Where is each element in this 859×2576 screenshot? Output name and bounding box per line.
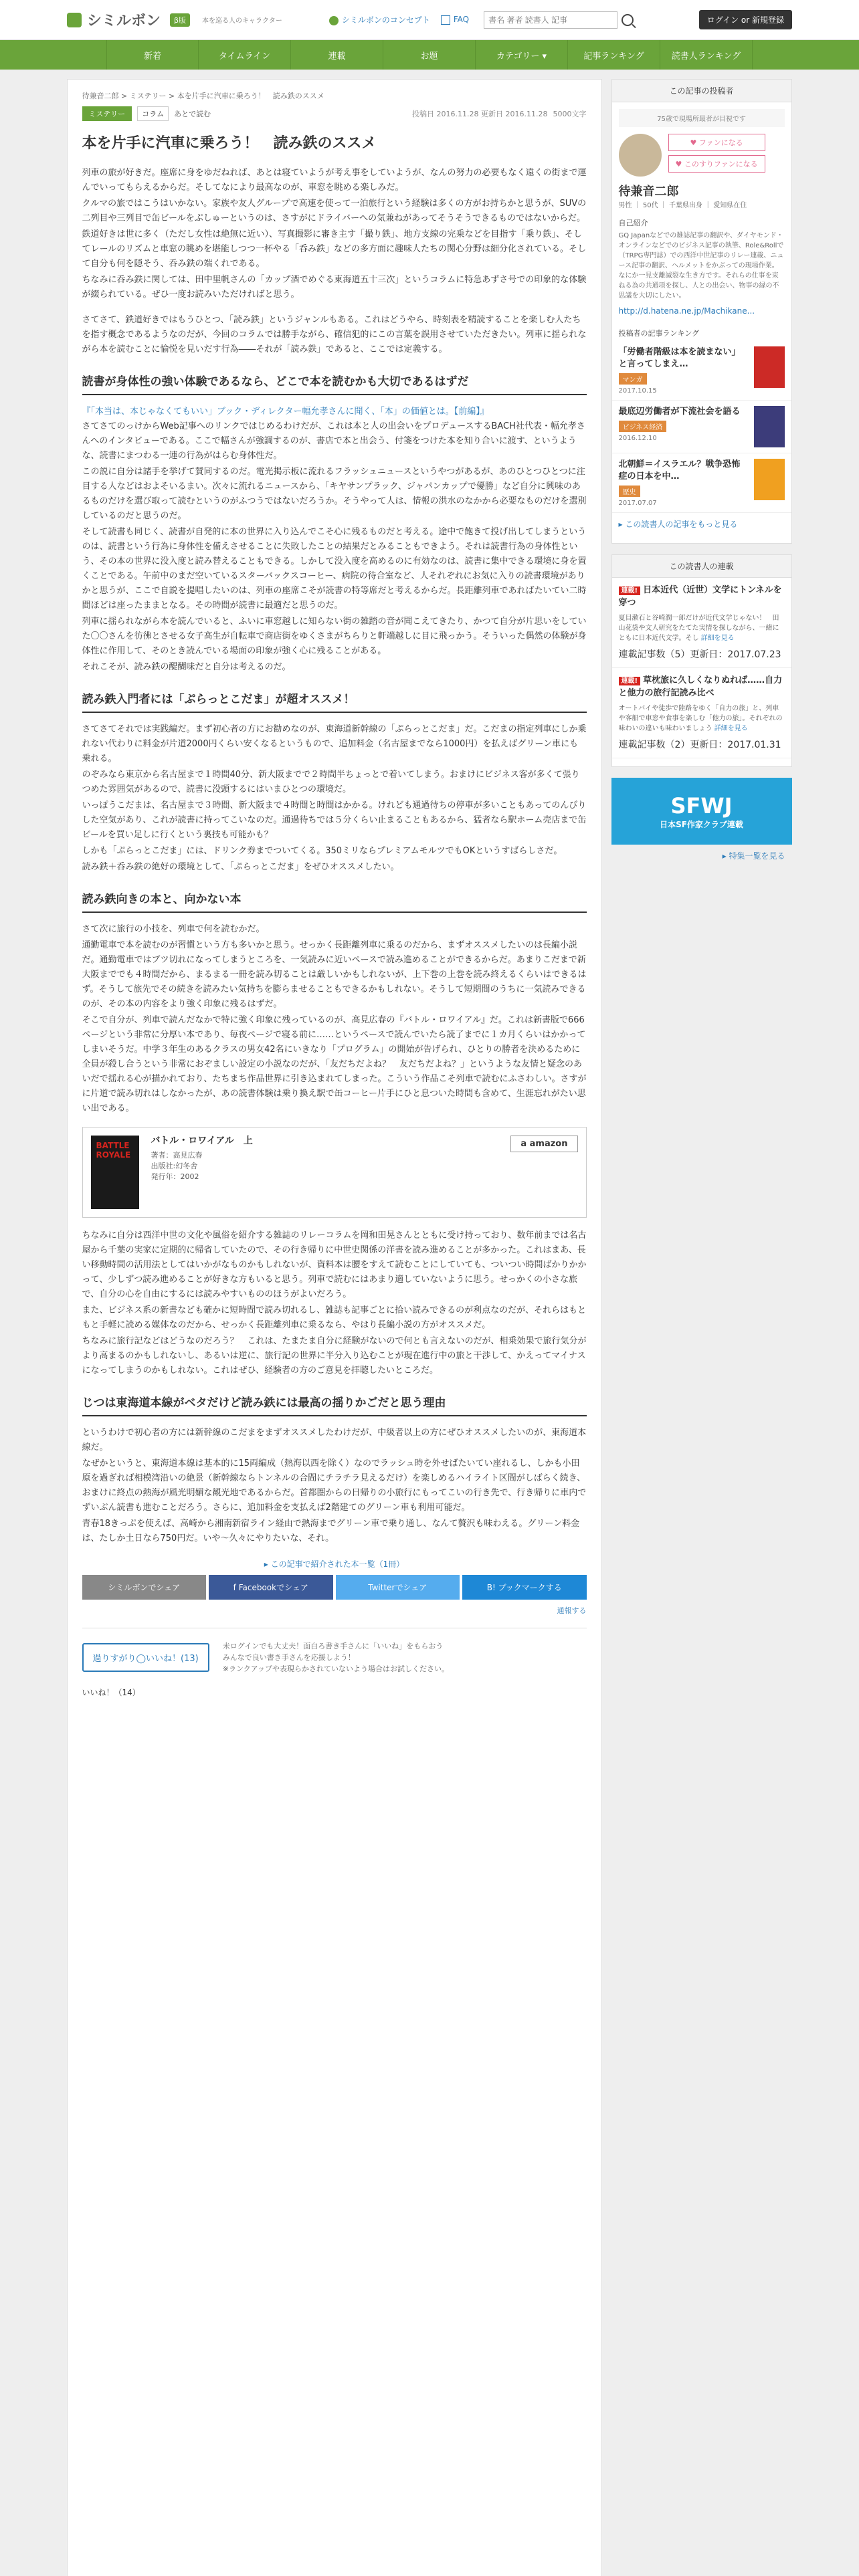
poster-box [611, 79, 792, 544]
book-card[interactable] [82, 1127, 587, 1218]
paragraph: また、ビジネス系の新書なども確かに短時間で読み切れるし、雑誌も記事ごとに拾い読みできるのが利点なのだが、それらはもともと手軽に読める媒体なのだから、せっかく長距離列車に乗るなら、やはり長編小説の方がオススメだ。 [82, 1305, 587, 1330]
new-badge: 連載! [619, 677, 641, 685]
good-row [82, 1628, 587, 1675]
more-articles-link[interactable] [612, 513, 791, 535]
ranking-item-tag: ビジネス経済 [619, 421, 667, 432]
serial-more-link[interactable]: 詳細を見る [700, 635, 735, 642]
ranking-item-tag: マンガ [619, 373, 647, 385]
author-meta: 男性 ｜ 50代 ｜ 千葉県出身 ｜ 愛知県在住 [618, 202, 747, 209]
banner-title: SFWJ [670, 792, 733, 819]
sfwj-banner[interactable] [611, 778, 792, 845]
nav-timeline[interactable]: タイムライン [199, 40, 291, 70]
section-heading: じつは東海道本線がベタだけど読み鉄には最高の揺りかごだと思う理由 [82, 1393, 587, 1416]
faq-icon [441, 15, 450, 25]
serial-item[interactable] [612, 578, 791, 668]
ranking-item-title[interactable]: 「労働者階級は本を読まない」と言ってしまえ… [618, 347, 741, 369]
fans-note: 75歳で現場所最者が目視です [619, 109, 785, 127]
like-note-line: 未ログインでも大丈夫！面白ろ書き手さんに「いいね」をもらおう [222, 1642, 444, 1650]
feature-list-link[interactable] [611, 845, 792, 867]
serial-desc-text: オートバイや徒歩で陸路をゆく「自力の旅」と、列車や客船で車窓や食事を楽しむ「他力の旅」。それぞれの味わいの違いも味わいましょう [618, 705, 783, 732]
logo-text: シミルボン [87, 13, 161, 29]
ranking-item-title[interactable]: 北朝鮮＝イスラエル？戦争恐怖症の日本を中… [618, 459, 741, 481]
search-input[interactable] [484, 11, 617, 29]
author-intro: GQ Japanなどでの雑誌記事の翻訳や、ダイヤモンド・オンラインなどでのビジネス記事の執筆、Role&Rollで（TRPG専門誌）での西洋中世記事のリレー連載、ニュース記事の翻訳、ヘルメットをかぶっての現場作業。なにか一見支離滅裂な生き方です。それらの仕事を束ねる為の共通項を探し、人との出会い、物事の縁の不思議を大切にしたい。 [618, 232, 784, 300]
introduced-books-link[interactable] [82, 1558, 587, 1570]
logo-tagline: 本を巡る人のキャラクター [202, 17, 282, 25]
new-badge: 連載! [619, 586, 641, 595]
paragraph: そこで自分が、列車で読んだなかで特に強く印象に残っているのが、高見広春の『バトル・ロワイアル』だ。これは新書版で666ページという非常に分厚い本であり、毎夜ページで寝る前に……というペースで読んでいたら読了までに１カ月くらいはかかってしまいそうだ。中学３年生のあるクラスの男女42名にいきなり「プログラム」の開始が告げられ、ひとりの勝者を決めるために全員が殺し合うという非常におぞましい設定の小説なのだが、「友だちだよね？ 友だちだよね？」というような友情と疑念のあいだで揺れる心が描かれており、たちまち作品世界に引き込まれてしまった。こういう作品こそ列車で読むにふさわしい。さすがに片道で読み切れはしなかったが、あの読書体験は乗り換え駅で缶コーヒー片手にひと息ついた時間も含めて、生涯忘れがたい思い出である。 [82, 1015, 587, 1113]
ranking-item-date: 2017.07.07 [618, 500, 657, 507]
become-fan-button[interactable]: ♥ ファンになる [668, 134, 765, 151]
paragraph: なぜかというと、東海道本線は基本的に15両編成（熱海以西を除く）なのでラッシュ時を外せばたいてい座れるし、しかも小田原を過ぎれば相模湾沿いの絶景（新幹線ならトンネルの合間にチラチラ見えるだけ）を楽しめるハイライト区間がしばらく続き、おまけに終点の熱海が風光明媚な観光地であるからだ。首都圏からの日帰りの小旅行にもってこいの行き先で、行き帰りに車内でずいぶん読書も進むことだろう。さらに、追加料金を支払えば2階建てのグリーン車も利用可能だ。 [82, 1459, 587, 1513]
paragraph: というわけで初心者の方には新幹線のこだまをまずオススメしたわけだが、中級者以上の方にぜひオススメしたいのが、東海道本線だ。 [82, 1428, 587, 1453]
sidebar [611, 79, 792, 2576]
breadcrumb[interactable]: 待兼音二郎 > ミステリー > 本を片手に汽車に乗ろう！ 読み鉄のススメ [82, 92, 324, 100]
paragraph: 鉄道好きは世に多く（ただし女性は絶無に近い）、写真撮影に審き主す「撮り鉄」、地方支線の完乗などを目指す「乗り鉄」、そしてレールのリズムと車窓の眺めを堪能しつつ一杯やる「呑み鉄」などの多方面に趣味人たちの関心分野は細分化されている。そして自分も何を隠そう、呑み鉄の端くれである。 [82, 229, 586, 269]
concept-icon [329, 16, 339, 25]
concept-link[interactable] [329, 14, 430, 25]
paragraph: それこそが、読み鉄の醍醐味だと自分は考えるのだ。 [82, 662, 291, 672]
faq-link-label: FAQ [453, 15, 470, 25]
article-meta [82, 106, 587, 121]
ranking-item[interactable] [612, 401, 791, 453]
ranking-thumbnail[interactable] [754, 346, 785, 388]
avatar[interactable] [619, 134, 662, 177]
more-articles-label[interactable]: ▸ この読書人の記事をもっと見る [618, 520, 738, 529]
book-info [151, 1136, 253, 1209]
nav-reader-ranking[interactable]: 読書人ランキング [660, 40, 753, 70]
share-simirubon-button[interactable]: シミルボンでシェア [82, 1575, 207, 1600]
paragraph: さて次に旅行の小技を、列車で何を読むかだ。 [82, 924, 265, 934]
ranking-item[interactable] [612, 453, 791, 513]
search-icon[interactable] [622, 14, 634, 26]
search-box [484, 11, 634, 29]
serial-item[interactable] [612, 668, 791, 758]
login-button[interactable]: ログイン or 新規登録 [699, 10, 792, 29]
paragraph: クルマの旅ではこうはいかない。家族や友人グループで高速を使って一泊旅行という経験は多くの方がお持ちかと思うが、SUVの二列目や三列目で缶ビールをぷしゅーというのは、さすがにドライバーへの気兼ねがあってそうそうできるものではないからだ。 [82, 199, 587, 223]
read-later-link[interactable]: あとで読む [174, 110, 211, 118]
type-tag: コラム [137, 106, 169, 121]
banner-subtitle: 日本SF作家クラブ連載 [660, 819, 743, 829]
amazon-button[interactable]: a amazon [510, 1136, 577, 1152]
main-nav [0, 40, 859, 70]
serial-desc [619, 613, 785, 643]
char-count: 5000文字 [553, 110, 587, 118]
fan-list-button[interactable]: ♥ このすりファンになる [668, 155, 765, 173]
paragraph: さてさてのっけからWeb記事へのリンクではじめるわけだが、これは本と人の出会いをプロデュースするBACH社代表・幅允孝さんへのインタビューである。ここで幅さんが強調するのが、書店で本と出会う、付箋をつけた本を知り合いに渡す、というような、読書にまつわる一連の行為がはらむ身体性だ。 [82, 421, 585, 461]
paragraph: 読み鉄＋呑み鉄の絶好の環境として、「ぷらっとこだま」をぜひオススメしたい。 [82, 862, 399, 872]
page-wrap [67, 79, 793, 2576]
serial-desc [619, 704, 785, 734]
paragraph: ちなみに旅行記などはどうなのだろう？ これは、たまたま自分に経験がないので何とも言えないのだが、相乗効果で旅行気分がより高まるのかもしれないし、あるいは逆に、旅行記の世界に半分入り込むことが現在進行中の旅と干渉して、かえってマイナスになってしまうのかもしれない。これはぜひ、経験者の方のご意見を拝聴したいところだ。 [82, 1336, 587, 1376]
nav-topic[interactable]: お題 [383, 40, 476, 70]
paragraph: さてさてそれでは実践編だ。まず初心者の方にお勧めなのが、東海道新幹線の「ぷらっとこだま」だ。こだまの指定列車にしか乗れない代わりに料金が片道2000円くらい安くなるというもので、追加料金（名古屋までなら1000円）を払えばグリーン車にも乗れる。 [82, 724, 587, 764]
article-body [82, 166, 587, 1546]
paragraph: 青春18きっぷを使えば、高崎から湘南新宿ライン経由で熱海までグリーン車で乗り通し、なんて贅沢も味わえる。グリーン料金は、たしか土日なら750円だ。いや～久々にやりたいな、それ。 [82, 1519, 580, 1543]
serial-head: この読書人の連載 [612, 555, 791, 578]
top-links [329, 14, 469, 25]
share-hatena-button[interactable]: B! ブックマークする [462, 1575, 587, 1600]
faq-link[interactable] [441, 15, 469, 25]
share-facebook-button[interactable]: f Facebookでシェア [209, 1575, 333, 1600]
section-heading: 読み鉄入門者には「ぷらっとこだま」が超オススメ！ [82, 689, 587, 713]
nav-category[interactable]: カテゴリー ▾ [476, 40, 568, 70]
ranking-thumbnail[interactable] [754, 406, 785, 447]
paragraph: しかも「ぷらっとこだま」には、ドリンク券までついてくる。350ミリならプレミアムモルツでもOKというすばらしさだ。 [82, 846, 563, 856]
article-title: 本を片手に汽車に乗ろう！ 読み鉄のススメ [82, 135, 377, 152]
paragraph: 列車に揺られながら本を読んでいると、ふいに車窓越しに知らない街の雑踏の音が聞こえてきたり、かつて自分が片思いをしていた〇〇さんを彷彿とさせる女子高生が自転車で商店街をゆくさまがちらりと軒端越しに目に飛っかう。そういった偶然の体験が身体性に作用して、そのとき読んでいる場面の印象が強く心に残ることがある。 [82, 617, 587, 656]
intro-title: 自己紹介 [618, 219, 648, 227]
serial-title[interactable]: 日本近代（近世）文学にトンネルを穿つ [618, 585, 782, 608]
paragraph: さてさて、鉄道好きではもうひとつ、「読み鉄」というジャンルもある。これはどうやら、時刻表を精読することを楽しむ人たちを指す概念であるようなのだが、今回のコラムでは勝手ながら、確信犯的にこの言葉を誤用させていただきたい。列車に揺られながら本を読むことに愉悦を見いだす行為――それが「読み鉄」であると、ここでは定義する。 [82, 315, 587, 354]
ranking-item-date: 2017.10.15 [618, 387, 657, 395]
nav-article-ranking[interactable]: 記事ランキング [568, 40, 660, 70]
author-name[interactable]: 待兼音二郎 [618, 185, 679, 199]
nav-serial[interactable]: 連載 [291, 40, 383, 70]
author-row [612, 134, 791, 177]
like-button[interactable]: 過りすがり◯いいね！(13) [82, 1643, 209, 1672]
paragraph: 通勤電車で本を読むのが習慣という方も多いかと思う。せっかく長距離列車に乗るのだから、まずオススメしたいのは長編小説だ。通勤電車ではブツ切れになってしまうところを、一気読みに近いペースで読み進めることができるからだ。あまりこだまで新大阪まででも４時間だから、まるまる一冊を読み切ることは厳しいかもしれないが、上下巻の上巻を読み終えるくらいはできるはず。そうして旅先でその続きを読みたい気持ちを膨らませることもできるかもしれない。そうして短期間のうちに一気読みできるのが、その本の内容をより強く印象に残るはずだ。 [82, 940, 587, 1009]
post-dates: 投稿日 2016.11.28 更新日 2016.11.28 [412, 110, 548, 118]
feature-list-label[interactable]: ▸ 特集一覧を見る [722, 851, 785, 861]
book-cover[interactable]: BATTLE ROYALE [91, 1136, 139, 1209]
share-row [82, 1575, 587, 1600]
book-title[interactable]: バトル・ロワイアル 上 [151, 1136, 253, 1146]
paragraph: 列車の旅が好きだ。座席に身をゆだねれば、あとは寝ていようが考え事をしていようが、なんの努力の必要もなく遠くの街まで運んでいってもらえるからだ。そしてなにより最高なのが、車窓を眺める楽しみだ。 [82, 168, 587, 193]
like-note-line: ※ランクアップや表現らかされていないよう場合はお試しください。 [222, 1665, 449, 1673]
ranking-item-date: 2016.12.10 [618, 435, 657, 442]
article-main [67, 79, 602, 2576]
ranking-item[interactable] [612, 341, 791, 401]
share-twitter-button[interactable]: Twitterでシェア [336, 1575, 460, 1600]
top-header [0, 0, 859, 40]
logo-mark-icon [67, 13, 82, 27]
section-heading: 読み鉄向きの本と、向かない本 [82, 889, 587, 913]
poster-head: この記事の投稿者 [612, 80, 791, 102]
paragraph: ちなみに自分は西洋中世の文化や風俗を紹介する雑誌のリレーコラムを岡和田晃さんとともに受け持っており、数年前までは名古屋から千葉の実家に定期的に帰省していたので、その行き帰りに中世史関係の洋書を読み進めることが多かった。これはまあ、長い移動時間の活用法としてはいかがなものかもしれないが、資料本は腰をすえて読むことにしていても、ついつい時間ばかりかかって、少しずつ読み進めることが好きな方もいると思う。列車で読むにはあまり適していないように思う。せっかくの小さな旅で、自分の心を自由にするには読みやすいもののほうがよいだろう。 [82, 1230, 587, 1299]
paragraph: ちなみに呑み鉄に関しては、田中里帆さんの「カップ酒でめぐる東海道五十三次」というコラムに特急あずさ号での印象的な体験が綴られている。ぜひ一度お読みいただければと思う。 [82, 275, 587, 300]
book-year: 発行年：2002 [151, 1172, 199, 1181]
serial-box [611, 554, 792, 767]
site-logo[interactable] [67, 9, 282, 30]
serial-meta: 連載記事数（2）更新日：2017.01.31 [618, 740, 781, 750]
report-link[interactable] [82, 1605, 587, 1616]
book-author: 著者：高見広春 [151, 1151, 203, 1160]
serial-title[interactable]: 草枕旅に久しくなりぬれば……自力と他力の旅行記読み比べ [618, 675, 783, 698]
nav-new[interactable]: 新着 [106, 40, 199, 70]
ranking-thumbnail[interactable] [754, 459, 785, 500]
book-publisher: 出版社:幻冬舎 [151, 1162, 198, 1170]
serial-meta: 連載記事数（5）更新日：2017.07.23 [618, 649, 781, 660]
fan-buttons [668, 134, 765, 177]
like-note [223, 1640, 449, 1675]
ranking-item-tag: 歴史 [619, 486, 640, 497]
serial-more-link[interactable]: 詳細を見る [714, 725, 748, 732]
section-heading: 読書が身体性の強い体験であるなら、どこで本を読むかも大切であるはずだ [82, 372, 587, 395]
paragraph: いっぽうこだまは、名古屋まで３時間、新大阪まで４時間と時間はかかる。けれども通過待ちの停車が多いこともあってのんびりした空気があり、これが読書に持ってこいなのだ。通過待ちでは５分くらい止まることもあるから、猛者なら駅ホーム売店まで缶ビールを買い足しに行くという裏技も可能かも？ [82, 800, 587, 840]
paragraph: そして読書も同じく、読書が自発的に本の世界に入り込んでこそ心に残るものだと考える。途中で飽きて投げ出してしまうというのは、読書という行為に身体性を備えさせることに失敗したことの結果だとみることもできよう。それは読書行為の身体性という、その本の世界に没入度と読み替えることもできる。しかして没入度を高めるのに有効なのは、読書に集中できる環境に身を置くことである。午前中のまだ空いているスターバックスコーヒー、病院の待合室など、人それぞれにお気に入りの読書環境がありかと思うが、ここで自説を提唱したいのは、列車の座席こそが読書の特等席だと考えるからだ。長距離列車であればたいてい二時間ほどは座ったままとなる。その時間が読書に最適だと思うのだ。 [82, 527, 587, 611]
author-url[interactable]: http://d.hatena.ne.jp/Machikane... [618, 306, 755, 316]
report-label[interactable]: 通報する [557, 1606, 587, 1615]
paragraph: この説に自分は諸手を挙げて賛同するのだ。電光掲示板に流れるフラッシュニュースというやつがあるが、あのひとつひとつに注目する人などはおよそいるまい。次々に流れるニュースから、「キヤサンプラック、ジャパンカップで優勝」など自分に興味のあるものだけを選び取って読むというのがふつうではないだろうか。そうやって人は、情報の洪水のなかから必要なものだけを選別しているのだと思うのだ。 [82, 467, 587, 521]
reference-link[interactable]: 『「本当は、本じゃなくてもいい」ブック・ディレクター幅允孝さんに聞く、「本」の価値とは。【前編】』 [82, 407, 489, 417]
concept-link-label: シミルボンのコンセプト [341, 15, 430, 25]
paragraph: のぞみなら東京から名古屋まで１時間40分、新大阪までで２時間半ちょっとで着いてしまう。おまけにビジネス客が多くて張りつめた雰囲気があるので、読書に没頭するにはいまひとつの環境だ。 [82, 770, 580, 794]
like-note-line: みんなで良い書き手さんを応援しよう！ [222, 1653, 355, 1662]
category-badge[interactable]: ミステリー [82, 106, 132, 121]
serial-desc-text: 夏目漱石と谷崎潤一郎だけが近代文学じゃない！ 田山花袋や文人研究をたてた実情を探しながら、一緒にともに日本近代文学。そし [618, 615, 779, 642]
beta-badge: β版 [170, 13, 190, 27]
ranking-title: 投稿者の記事ランキング [618, 329, 700, 338]
introduced-books-label[interactable]: ▸ この記事で紹介された本一覧（1冊） [264, 1560, 405, 1569]
like-count: いいね！（14） [82, 1688, 140, 1697]
ranking-item-title[interactable]: 最底辺労働者が下流社会を語る [618, 407, 741, 417]
